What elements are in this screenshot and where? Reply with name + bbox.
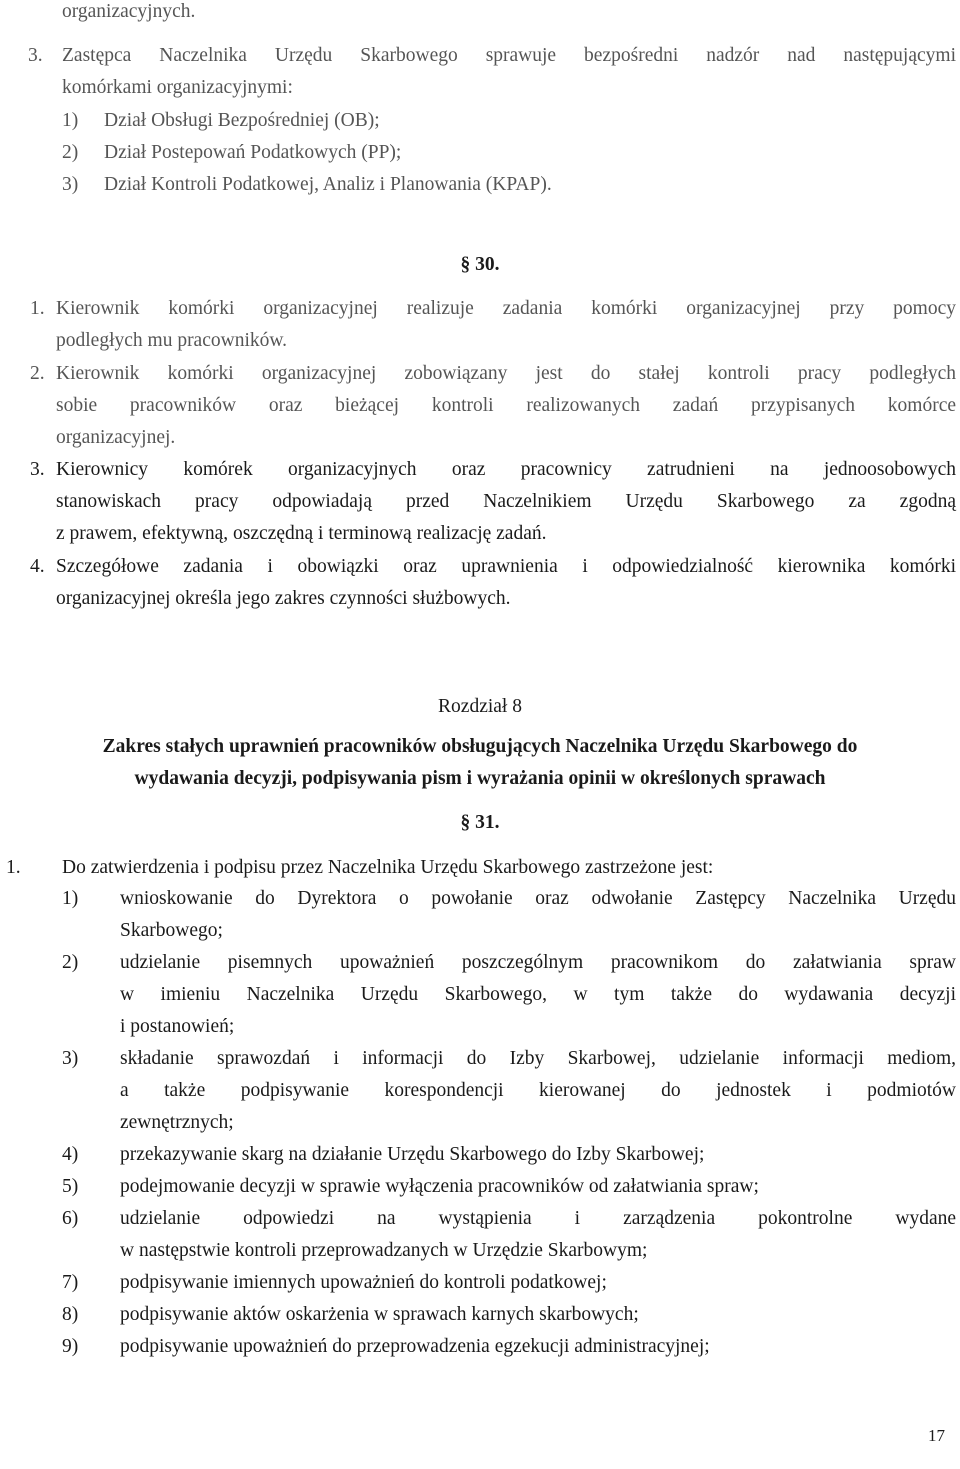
item-number: 4.	[30, 556, 45, 577]
subitem-number: 5)	[62, 1176, 79, 1197]
paragraph-line: Zastępca Naczelnika Urzędu Skarbowego sprawuje bezpośredni nadzór nad następującymi	[62, 45, 956, 66]
item-number: 3.	[28, 45, 43, 66]
item-number: 2.	[30, 363, 45, 384]
paragraph-line: Kierownicy komórek organizacyjnych oraz pracownicy zatrudnieni na jednoosobowych	[56, 459, 956, 480]
paragraph-line: organizacyjnej określa jego zakres czynności służbowych.	[56, 588, 511, 609]
paragraph-line: Kierownik komórki organizacyjnej zobowiązany jest do stałej kontroli pracy podległych	[56, 363, 956, 384]
section-heading: § 31.	[460, 812, 500, 833]
subitem-text: w następstwie kontroli przeprowadzanych w Urzędzie Skarbowym;	[120, 1240, 648, 1261]
subitem-number: 7)	[62, 1272, 79, 1293]
subitem-text: Dział Kontroli Podatkowej, Analiz i Planowania (KPAP).	[104, 174, 552, 195]
section-heading: § 30.	[460, 254, 500, 275]
subitem-number: 1)	[62, 888, 79, 909]
paragraph-line: komórkami organizacyjnymi:	[62, 77, 293, 98]
chapter-title-line: Zakres stałych uprawnień pracowników obsługujących Naczelnika Urzędu Skarbowego do	[102, 736, 858, 757]
subitem-text: Dział Obsługi Bezpośredniej (OB);	[104, 110, 380, 131]
subitem-number: 3)	[62, 1048, 79, 1069]
item-number: 1.	[30, 298, 45, 319]
chapter-title-line: wydawania decyzji, podpisywania pism i wyrażania opinii w określonych sprawach	[134, 768, 826, 789]
subitem-text: podpisywanie aktów oskarżenia w sprawach karnych skarbowych;	[120, 1304, 639, 1325]
subitem-number: 6)	[62, 1208, 79, 1229]
paragraph-line: Kierownik komórki organizacyjnej realizuje zadania komórki organizacyjnej przy pomocy	[56, 298, 956, 319]
subitem-text: w imieniu Naczelnika Urzędu Skarbowego, w tym także do wydawania decyzji	[120, 984, 956, 1005]
paragraph-line: z prawem, efektywną, oszczędną i terminową realizację zadań.	[56, 523, 547, 544]
subitem-number: 1)	[62, 110, 79, 131]
subitem-number: 2)	[62, 142, 79, 163]
subitem-number: 8)	[62, 1304, 79, 1325]
page-number: 17	[928, 1426, 945, 1445]
item-number: 3.	[30, 459, 45, 480]
subitem-text: Dział Postepowań Podatkowych (PP);	[104, 142, 402, 163]
continued-text: organizacyjnych.	[62, 1, 196, 22]
subitem-text: zewnętrznych;	[120, 1112, 234, 1133]
subitem-text: przekazywanie skarg na działanie Urzędu Skarbowego do Izby Skarbowej;	[120, 1144, 705, 1165]
subitem-text: udzielanie pisemnych upoważnień poszczególnym pracownikom do załatwiania spraw	[120, 952, 956, 973]
subitem-number: 2)	[62, 952, 79, 973]
subitem-number: 9)	[62, 1336, 79, 1357]
subitem-number: 3)	[62, 174, 79, 195]
subitem-text: a także podpisywanie korespondencji kierowanej do jednostek i podmiotów	[120, 1080, 956, 1101]
subitem-text: wnioskowanie do Dyrektora o powołanie oraz odwołanie Zastępcy Naczelnika Urzędu	[120, 888, 956, 909]
item-number: 1.	[6, 857, 21, 878]
paragraph-line: Do zatwierdzenia i podpisu przez Naczelnika Urzędu Skarbowego zastrzeżone jest:	[62, 857, 714, 878]
subitem-text: podpisywanie upoważnień do przeprowadzenia egzekucji administracyjnej;	[120, 1336, 710, 1357]
subitem-text: podpisywanie imiennych upoważnień do kontroli podatkowej;	[120, 1272, 607, 1293]
subitem-text: składanie sprawozdań i informacji do Izby Skarbowej, udzielanie informacji mediom,	[120, 1048, 956, 1069]
chapter-label: Rozdział 8	[438, 696, 522, 717]
paragraph-line: Szczegółowe zadania i obowiązki oraz uprawnienia i odpowiedzialność kierownika komórki	[56, 556, 956, 577]
subitem-text: udzielanie odpowiedzi na wystąpienia i zarządzenia pokontrolne wydane	[120, 1208, 956, 1229]
paragraph-line: podległych mu pracowników.	[56, 330, 288, 351]
paragraph-line: sobie pracowników oraz bieżącej kontroli realizowanych zadań przypisanych komórce	[56, 395, 956, 416]
subitem-text: i postanowień;	[120, 1016, 235, 1037]
paragraph-line: organizacyjnej.	[56, 427, 176, 448]
subitem-text: podejmowanie decyzji w sprawie wyłączenia pracowników od załatwiania spraw;	[120, 1176, 759, 1197]
subitem-text: Skarbowego;	[120, 920, 223, 941]
paragraph-line: stanowiskach pracy odpowiadają przed Naczelnikiem Urzędu Skarbowego za zgodną	[56, 491, 956, 512]
subitem-number: 4)	[62, 1144, 79, 1165]
